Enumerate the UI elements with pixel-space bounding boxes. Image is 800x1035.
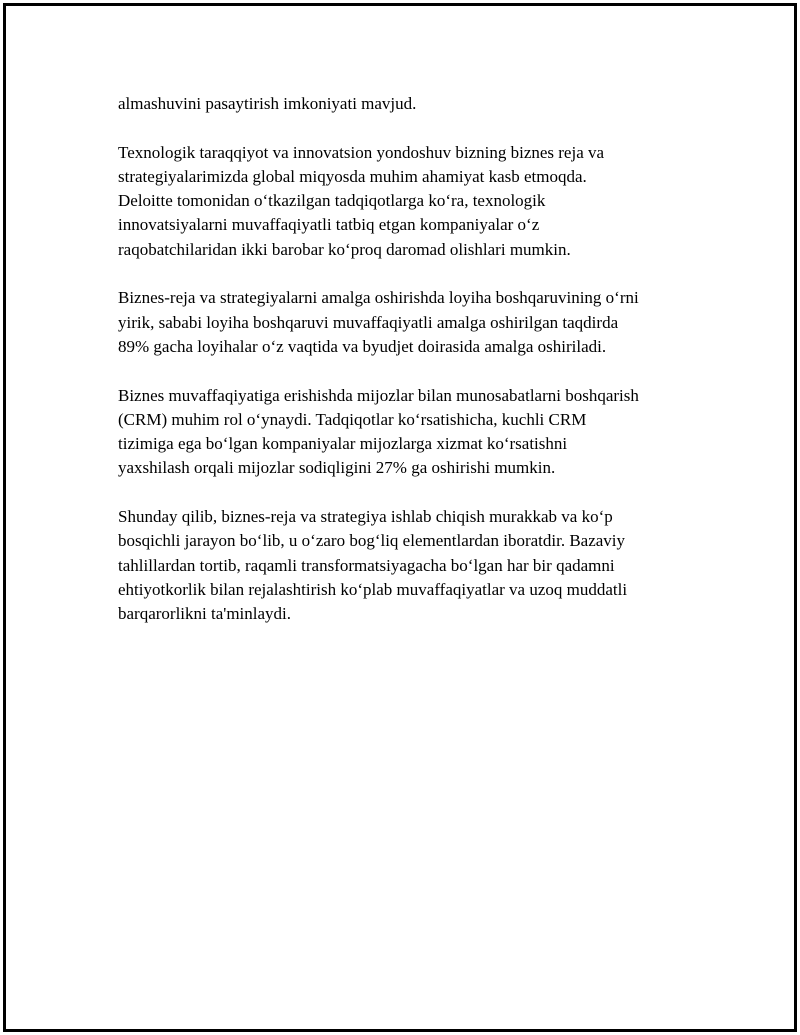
paragraph-3: Biznes-reja va strategiyalarni amalga oshirishda loyiha boshqaruvining o‘rni yirik, sababi loyiha boshqaruvi muvaffaqiyatli amalga oshirilgan taqdirda 89% gacha loyihalar o‘z vaqtida va byudjet doirasida amalga oshiriladi. <box>118 288 639 356</box>
paragraph-4: Biznes muvaffaqiyatiga erishishda mijozlar bilan munosabatlarni boshqarish (CRM) muhim rol o‘ynaydi. Tadqiqotlar ko‘rsatishicha, kuchli CRM tizimiga ega bo‘lgan kompaniyalar mijozlarga xizmat ko‘rsatishni yaxshilash orqali mijozlar sodiqligini 27% ga oshirishi mumkin. <box>118 385 639 478</box>
paragraph-1: almashuvini pasaytirish imkoniyati mavjud. <box>118 94 417 113</box>
paragraph-5: Shunday qilib, biznes-reja va strategiya ishlab chiqish murakkab va ko‘p bosqichli jarayon bo‘lib, u o‘zaro bog‘liq elementlardan iboratdir. Bazaviy tahlillardan tortib, raqamli transformatsiyagacha bo‘lgan har bir qadamni ehtiyotkorlik bilan rejalashtirish ko‘plab muvaffaqiyatlar va uzoq muddatli barqarorlikni ta'minlaydi. <box>118 507 628 624</box>
paragraph-2: Texnologik taraqqiyot va innovatsion yondoshuv bizning biznes reja va strategiyalarimizda global miqyosda muhim ahamiyat kasb etmoqda. Deloitte tomonidan o‘tkazilgan tadqiqotlarga ko‘ra, texnologik innovatsiyalarni muvaffaqiyatli tatbiq etgan kompaniyalar o‘z raqobatchilaridan ikki barobar ko‘proq daromad olishlari mumkin. <box>118 142 605 259</box>
document-body <box>118 92 698 651</box>
